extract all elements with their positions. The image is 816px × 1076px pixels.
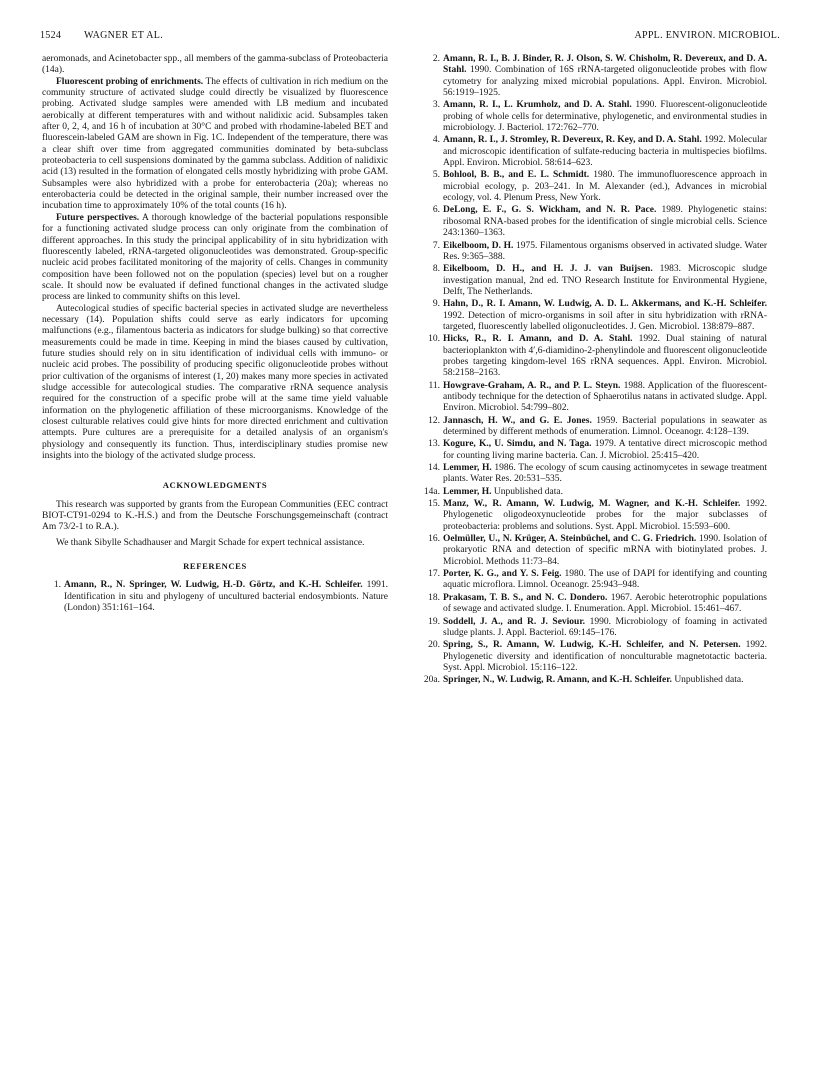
reference-item <box>421 381 767 415</box>
reference-authors: Soddell, J. A., and R. J. Seviour. <box>443 616 586 627</box>
reference-item <box>421 170 767 204</box>
reference-number: 15. <box>428 499 440 510</box>
reference-text: 1959. Bacterial populations in seawater as determined by different methods of enumeration. Limnol. Oceanogr. 4:128–139. <box>443 415 767 437</box>
reference-authors: Prakasam, T. B. S., and N. C. Dondero. <box>443 592 608 603</box>
fluorescent-probing-paragraph <box>42 77 388 213</box>
reference-authors: Kogure, K., U. Simdu, and N. Taga. <box>443 439 592 450</box>
reference-item <box>42 580 388 614</box>
reference-number: 20a. <box>423 675 440 686</box>
reference-number: 16. <box>428 534 440 545</box>
reference-authors: Hahn, D., R. I. Amann, W. Ludwig, A. D. L. Akkermans, and K.-H. Schleifer. <box>443 299 767 310</box>
reference-text: 1990. Isolation of prokaryotic RNA and detection of specific mRNA with biotinylated probes. J. Microbiol. Methods 11:73–84. <box>443 534 767 567</box>
reference-number: 11. <box>428 380 440 391</box>
reference-number: 18. <box>428 592 440 603</box>
reference-item <box>421 675 767 686</box>
reference-number: 20. <box>428 640 440 651</box>
reference-number: 13. <box>428 439 440 450</box>
reference-item <box>421 100 767 134</box>
reference-authors: Amann, R. I., L. Krumholz, and D. A. Stahl. <box>443 100 632 111</box>
reference-authors: Lemmer, H. <box>443 486 492 497</box>
reference-authors: Amann, R., N. Springer, W. Ludwig, H.-D. Görtz, and K.-H. Schleifer. <box>64 580 363 591</box>
reference-text: 1983. Microscopic sludge investigation manual, 2nd ed. TNO Research Institute for Environmental Hygiene, Delft, The Netherlands. <box>443 264 768 297</box>
reference-item <box>421 416 767 439</box>
fluorescent-probing-text: The effects of cultivation in rich medium on the community structure of activated sludge could directly be visualized by fluorescence probing. Activated sludge samples were amended with LB medium and incubated aerobically at different temperatures with and without nalidixic acid. Subsamples taken after 0, 2, 4, and 16 h of incubation at 30°C and probed with rhodamine-labeled BET and fluorescein-labeled GAM are shown in Fig. 1C. Independent of the temperature, there was a clear shift over time from aggregated communities dominated by beta-subclass proteobacteria to cell suspensions dominated by the gamma subclass. Addition of nalidixic acid (13) resulted in the formation of elongated cells mostly hybridizing with probe GAM. Subsamples were also hybridized with a probe for enterobacteria (20a); whereas no enterobacteria could be detected in the original sample, their number increased over the incubation time to approximately 10% of the total counts (16 h). <box>42 76 388 212</box>
reference-text: 1992. Dual staining of natural bacterioplankton with 4′,6-diamidino-2-phenylindole and fluorescent oligonucleotide probes targeting kingdom-level 16S rRNA sequences. Appl. Environ. Microbiol. 58:2158–2163. <box>443 334 767 379</box>
reference-item <box>421 463 767 486</box>
reference-text: 1990. Combination of 16S rRNA-targeted oligonucleotide probes with flow cytometry for analyzing mixed microbial populations. Appl. Environ. Microbiol. 56:1919–1925. <box>443 65 768 99</box>
continued-paragraph: aeromonads, and Acinetobacter spp., all members of the gamma-subclass of Proteobacteria (14a). <box>42 54 388 76</box>
reference-item <box>421 299 767 333</box>
journal-name: APPL. ENVIRON. MICROBIOL. <box>634 30 780 41</box>
reference-number: 10. <box>428 334 440 345</box>
reference-item <box>421 487 767 498</box>
reference-item <box>421 499 767 533</box>
reference-authors: Jannasch, H. W., and G. E. Jones. <box>443 415 592 426</box>
reference-text: 1980. The use of DAPI for identifying and counting aquatic microflora. Limnol. Oceanogr. 25:943–948. <box>443 569 767 591</box>
reference-number: 17. <box>428 569 440 580</box>
acknowledgments-funding: This research was supported by grants from the European Communities (EEC contract BIOT-CT91-0294 to K.-H.S.) and from the Deutsche Forschungsgemeinschaft (contract Am 73/2-1 to R.A.). <box>42 499 388 533</box>
reference-item <box>421 334 767 379</box>
reference-text: 1992. Phylogenetic oligodeoxynucleotide probes for the major subclasses of proteobacteria: problems and solutions. Syst. Appl. Microbiol. 15:593–600. <box>443 499 767 532</box>
reference-authors: DeLong, E. F., G. S. Wickham, and N. R. Pace. <box>443 205 657 216</box>
reference-item <box>421 241 767 264</box>
reference-number: 14a. <box>423 486 440 497</box>
reference-number: 7. <box>432 240 440 251</box>
reference-text: 1988. Application of the fluorescent-antibody technique for the detection of Sphaerotilus natans in activated sludge. Appl. Environ. Microbiol. 54:799–802. <box>443 380 767 414</box>
reference-item <box>421 205 767 239</box>
reference-text: 1967. Aerobic heterotrophic populations of sewage and activated sludge. I. Enumeration. Appl. Microbiol. 15:461–467. <box>443 592 767 615</box>
acknowledgments-thanks: We thank Sibylle Schadhauser and Margit Schade for expert technical assistance. <box>56 537 365 548</box>
reference-item <box>421 534 767 568</box>
reference-item <box>421 135 767 169</box>
reference-list <box>421 54 767 687</box>
reference-authors: Howgrave-Graham, A. R., and P. L. Steyn. <box>443 380 621 391</box>
page-number: 1524 <box>40 30 62 41</box>
reference-text: Unpublished data. <box>493 486 563 497</box>
autecological-paragraph: Autecological studies of specific bacterial species in activated sludge are nevertheless necessary (14). Population shifts could serve as early indicators for upcoming malfunctions (e.g., filamentous bacteria as indicators for sludge bulking) so that corrective measurements could be made in time. Keeping in mind the biases caused by cultivation, future studies should rely on in situ identification of individual cells with immuno- or nucleic acid probes. The possibility of producing specific oligonucleotide probes without prior cultivation of the organisms of interest (1, 20) makes many more species in activated sludge accessible for autecological studies. The comparative rRNA sequence analysis required for the construction of a specific probe will at the same time yield valuable information on the phylogenetic affiliation of these microorganisms. Knowledge of the closest culturable relatives could give hints for more directed enrichment and cultivation attempts. Pure cultures are a prerequisite for a detailed analysis of an organism's physiology and consequently its function. Thus, interdisciplinary studies promise new insights into the biology of the activated sludge process. <box>42 303 388 462</box>
reference-text: 1980. The immunofluorescence approach in microbial ecology, p. 203–241. In M. Alexander (ed.), Advances in microbial ecology, vol. 4. Plenum Press, New York. <box>443 170 767 204</box>
fluorescent-probing-heading: Fluorescent probing of enrichments. <box>56 76 204 87</box>
reference-item <box>421 264 767 298</box>
reference-text: Unpublished data. <box>674 675 744 686</box>
reference-number: 5. <box>432 170 440 181</box>
reference-number: 2. <box>432 54 440 64</box>
reference-text: 1975. Filamentous organisms observed in activated sludge. Water Res. 9:365–388. <box>443 240 767 262</box>
reference-number: 3. <box>432 100 440 111</box>
reference-authors: Lemmer, H. <box>443 463 492 474</box>
future-perspectives-heading: Future perspectives. <box>56 212 140 223</box>
future-perspectives-paragraph <box>42 213 388 304</box>
reference-authors: Eikelboom, D. H., and H. J. J. van Buijsen. <box>443 264 653 275</box>
reference-authors: Hicks, R., R. I. Amann, and D. A. Stahl. <box>443 334 633 345</box>
reference-authors: Oelmüller, U., N. Krüger, A. Steinbüchel, and C. G. Friedrich. <box>443 534 697 545</box>
reference-number: 1. <box>53 580 61 591</box>
reference-text: 1992. Molecular and microscopic identification of sulfate-reducing bacteria in multispecies biofilms. Appl. Environ. Microbiol. 58:614–623. <box>443 135 767 169</box>
future-perspectives-text: A thorough knowledge of the bacterial populations responsible for a functioning activated sludge process can only originate from the combination of different approaches. In this study the principal applicability of in situ hybridization with fluorescently labeled, rRNA-targeted oligonucleotides was demonstrated. Group-specific nucleic acid probes facilitated monitoring of the majority of cells. Changes in community composition have been followed not on the population (species) level but on a rougher scale. It should now be evaluated if defined functional changes in the activated sludge process are linked to community shifts on this level. <box>42 212 388 303</box>
reference-text: 1992. Detection of micro-organisms in soil after in situ hybridization with rRNA-targeted, fluorescently labelled oligonucleotides. J. Gen. Microbiol. 138:879–887. <box>443 310 767 332</box>
reference-text: 1979. A tentative direct microscopic method for counting living marine bacteria. Can. J. Microbiol. 25:415–420. <box>443 439 768 461</box>
reference-authors: Eikelboom, D. H. <box>443 240 514 251</box>
reference-number: 12. <box>428 415 440 426</box>
reference-number: 6. <box>432 205 440 216</box>
reference-authors: Amann, R. I., B. J. Binder, R. J. Olson, S. W. Chisholm, R. Devereux, and D. A. Stahl. <box>443 54 767 76</box>
reference-number: 8. <box>432 264 440 275</box>
reference-text: 1990. Microbiology of foaming in activated sludge plants. J. Appl. Bacteriol. 69:145–176. <box>443 616 767 638</box>
reference-text: 1986. The ecology of scum causing actinomycetes in sewage treatment plants. Water Res. 20:531–535. <box>443 463 767 485</box>
running-header <box>40 30 780 46</box>
reference-item <box>421 54 767 99</box>
reference-number: 14. <box>428 463 440 474</box>
reference-number: 9. <box>432 299 440 310</box>
reference-item <box>421 593 767 616</box>
reference-item <box>421 569 767 592</box>
left-column <box>42 54 388 615</box>
reference-text: 1991. Identification in situ and phylogeny of uncultured bacterial endosymbionts. Nature (London) 351:161–164. <box>64 580 389 614</box>
reference-authors: Bohlool, B. B., and E. L. Schmidt. <box>443 170 590 181</box>
reference-item <box>421 439 767 462</box>
right-column <box>421 54 767 688</box>
reference-item <box>421 640 767 674</box>
reference-text: 1992. Phylogenetic diversity and identification of nonculturable magnetotactic bacteria. Syst. Appl. Microbiol. 15:116–122. <box>443 640 768 673</box>
references-heading: REFERENCES <box>183 561 247 572</box>
reference-text: 1990. Fluorescent-oligonucleotide probing of whole cells for determinative, phylogenetic, and environmental studies in microbiology. J. Bacteriol. 172:762–770. <box>443 100 767 134</box>
running-authors: WAGNER ET AL. <box>84 30 163 41</box>
reference-text: 1989. Phylogenetic stains: ribosomal RNA-based probes for the identification of single microbial cells. Science 243:1360–1363. <box>443 205 768 239</box>
acknowledgments-heading: ACKNOWLEDGMENTS <box>162 480 268 491</box>
reference-item <box>421 617 767 640</box>
reference-authors: Porter, K. G., and Y. S. Feig. <box>443 569 562 580</box>
reference-authors: Manz, W., R. Amann, W. Ludwig, M. Wagner, and K.-H. Schleifer. <box>443 499 741 510</box>
reference-number: 4. <box>432 135 440 146</box>
reference-number: 19. <box>428 616 440 627</box>
reference-authors: Springer, N., W. Ludwig, R. Amann, and K.-H. Schleifer. <box>443 675 672 686</box>
reference-authors: Spring, S., R. Amann, W. Ludwig, K.-H. Schleifer, and N. Petersen. <box>443 640 741 651</box>
reference-authors: Amann, R. I., J. Stromley, R. Devereux, R. Key, and D. A. Stahl. <box>443 135 702 146</box>
